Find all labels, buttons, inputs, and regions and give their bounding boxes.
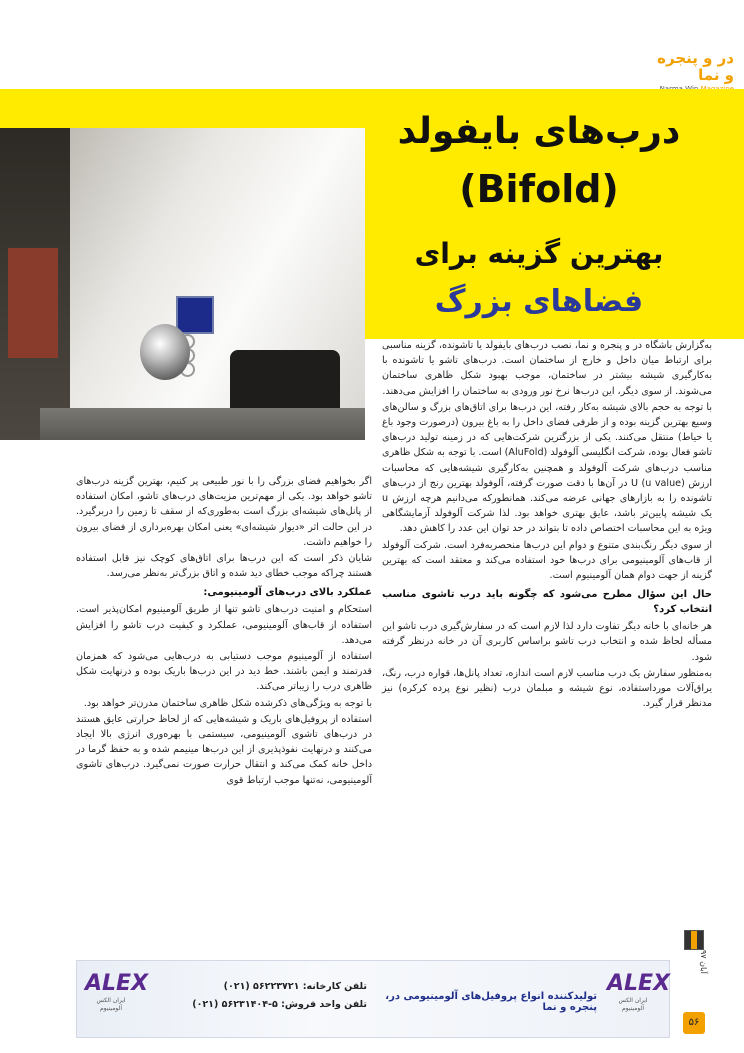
paragraph: اگر بخواهیم فضای بزرگی را با نور طبیعی پر کنیم، بهترین گزینه درب‌های تاشو خواهد بود. یکی از مهم‌ترین مزیت‌های درب‌های تاشو، امکان استفاده از پانل‌های شیشه‌ای بزرگ است به‌طوری‌که از سقف تا زمین را دربرگیرد. در این حالت اثر «دیوار شیشه‌ای» یعنی امکان بهره‌برداری از فضای بیرون را خواهیم داشت. (76, 476, 372, 548)
photo-vase (140, 324, 190, 380)
paragraph: استفاده از آلومینیوم موجب دستیابی به درب‌هایی می‌شود که همزمان قدرتمند و ایمن باشند. خط دید در این درب‌ها باریک بوده و درنهایت شکل ظاهری درب را زیباتر می‌کند. (76, 651, 372, 693)
paragraph: هر خانه‌ای با خانه دیگر تفاوت دارد لذا لازم است که در سفارش‌گیری درب تاشو این مسأله لحاظ شده و انتخاب درب تاشو براساس کاربری آن در خانه درنظر گرفته شود. (382, 621, 712, 663)
advertisement-banner (76, 960, 670, 1038)
photo-wall-lamp (176, 296, 214, 334)
paragraph: به‌منظور سفارش یک درب مناسب لازم است اندازه، تعداد پانل‌ها، قواره درب، رنگ، یراق‌آلات مورداستفاده، نوع شیشه و مبلمان درب (نظیر نوع پرده کرکره) نیز مدنظر قرار گیرد. (382, 667, 712, 710)
article-subtitle-highlight: فضاهای بزرگ (434, 284, 644, 319)
article-photo (0, 128, 365, 440)
paragraph: به‌گزارش باشگاه در و پنجره و نما، نصب درب‌های بایفولد یا تاشونده، گزینه مناسبی برای ارتباط میان داخل و خارج از ساختمان است. درب‌های تاشو یا تاشونده با به‌کارگیری شیشه بیشتر در ساختمان، موجب بهبود شکل ظاهری ساختمان می‌شوند. از سوی دیگر، این درب‌ها نرخ نور ورودی به ساختمان را افزایش می‌دهند. (382, 340, 712, 397)
ad-phone-sales: تلفن واحد فروش: ۵-۵۶۲۳۱۴۰۴ (۰۲۱) (192, 999, 367, 1010)
paragraph: با توجه به حجم بالای شیشه به‌کار رفته، این درب‌ها برای اتاق‌های بزرگ و سالن‌های وسیع بهترین گزینه بوده و از طرفی فضای داخل را به باغ بیرون (درصورت وجود باغ یا حیاط) منتقل می‌کنند. یکی از بزرگترین شرکت‌هایی که در زمینه تولید درب‌های تاشو فعال بوده، شرکت انگلیسی آلوفولد (AluFold) است. با توجه به شکل ظاهری مناسب درب‌های شرکت آلوفولد و همچنین به‌کارگیری شیشه‌هایی که محاسبات ارزش U (u value) در آن‌ها با دقت صورت گرفته، آلوفولد بهترین رنج از درب‌های تاشونده را به بازارهای جهانی عرضه می‌کند. همانطورکه می‌دانیم هرچه ارزش u یک شیشه پایین‌تر باشد، عایق بهتری خواهد بود. لذا شرکت آلوفولد آزمایشگاهی ویژه به این محاسبات اختصاص داده تا بتواند در حد توان این عدد را کاهش دهد. (382, 401, 712, 535)
page-number: ۵۶ (683, 1012, 705, 1034)
left-column (76, 474, 372, 789)
paragraph: شایان ذکر است که این درب‌ها برای اتاق‌های کوچک نیز قابل استفاده هستند چراکه موجب خطای دید شده و اتاق بزرگ‌تر به‌نظر می‌رسد. (76, 553, 372, 580)
alex-brand: ALEX (607, 971, 671, 996)
logo-persian: در و پنجره و نما (657, 49, 734, 84)
alex-brand: ALEX (85, 971, 149, 996)
section-heading: عملکرد بالای درب‌های آلومینیومی: (203, 587, 372, 599)
article-title: درب‌های بایفولد (397, 111, 681, 152)
paragraph: از سوی دیگر رنگ‌بندی متنوع و دوام این درب‌ها منحصربه‌فرد است. شرکت آلوفولد از قاب‌های آلومینیومی برای درب‌ها خود استفاده می‌کند و معتقد است که بهترین گزینه از جهت دوام همان آلومینیوم است. (382, 539, 712, 582)
section-question: حال این سؤال مطرح می‌شود که چگونه باید درب تاشوی مناسب انتخاب کرد؟ (382, 589, 712, 616)
article-title-english: (Bifold) (459, 167, 619, 211)
photo-table (40, 408, 365, 440)
alex-brand-sub: ایران الکس آلومینیوم (618, 997, 648, 1012)
paragraph: با توجه به ویژگی‌های ذکرشده شکل ظاهری ساختمان مدرن‌تر خواهد بود. (83, 697, 372, 709)
alex-brand-sub: ایران الکس آلومینیوم (96, 997, 126, 1012)
issue-date: آبان ۹۷ (699, 950, 708, 974)
alex-logo-left (85, 971, 149, 1013)
alex-logo-right (607, 971, 671, 1013)
ad-tagline: تولیدکننده انواع پروفیل‌های آلومینیومی در، پنجره و نما (385, 991, 597, 1013)
article-subtitle: بهترین گزینه برای (414, 237, 664, 270)
paragraph: استفاده از پروفیل‌های باریک و شیشه‌هایی که از لحاظ حرارتی عایق هستند در درب‌های تاشوی آلومینیومی، سیستمی با بهره‌وری انرژی بالا ایجاد می‌کنند و درنهایت نفوذپذیری از این درب‌ها مینیمم شده و به حفظ گرما در داخل خانه کمک می‌کند و انتقال حرارت صورت نمی‌گیرد. درب‌های تاشوی آلومینیومی، نه‌تنها موجب ارتباط قوی (76, 713, 372, 786)
ad-phone-factory: تلفن کارخانه: ۵۶۲۲۳۷۲۱ (۰۲۱) (223, 981, 367, 992)
right-column (382, 338, 712, 712)
magazine-logo (646, 50, 734, 82)
paragraph: استحکام و امنیت درب‌های تاشو تنها از طریق آلومینیوم امکان‌پذیر است. استفاده از قاب‌های آلومینیومی، عملکرد و کیفیت درب تاشو را افزایش می‌دهد. (76, 604, 372, 646)
section-icon (684, 930, 704, 950)
photo-brick-wall (8, 248, 58, 358)
